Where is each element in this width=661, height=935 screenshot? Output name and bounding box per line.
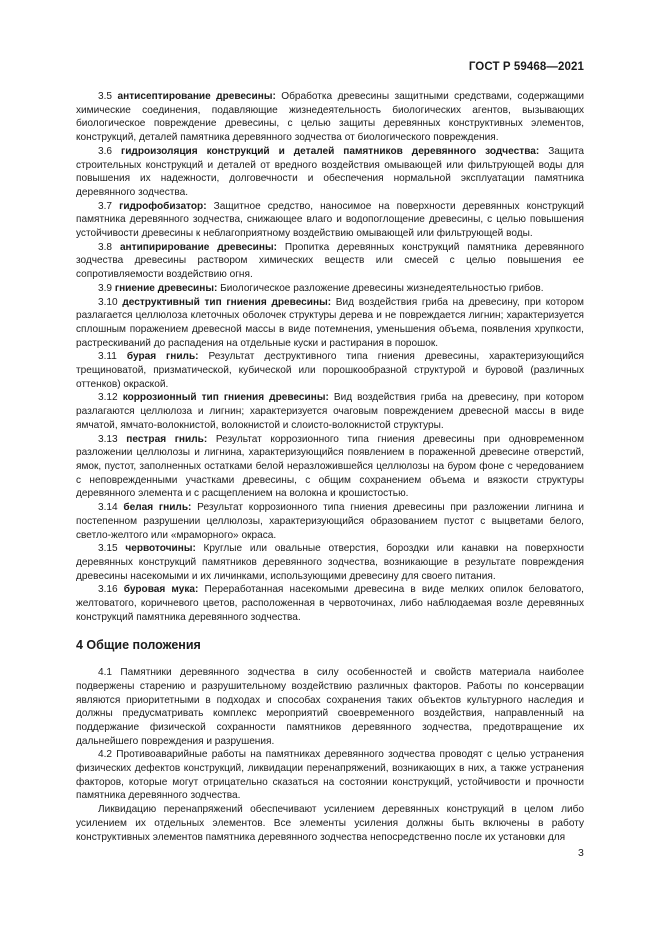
definition-text: Результат коррозионного типа гниения древесины при разложении лигнина и постепенном разрушении целлюлозы, характеризующийся образованием пустот с выцветами белого, светло-желтого или «мраморного» окраса.	[76, 502, 584, 541]
page-body	[76, 90, 584, 844]
definition-paragraph	[76, 145, 584, 200]
document-code: ГОСТ Р 59468—2021	[468, 61, 584, 73]
definition-number: 3.5	[98, 91, 113, 102]
definition-term: гидрофобизатор:	[119, 200, 207, 212]
definition-term: антипирирование древесины:	[119, 241, 277, 253]
definition-term: буровая мука:	[123, 584, 199, 596]
section-paragraph: Ликвидацию перенапряжений обеспечивают усилением деревянных конструкций в целом либо усилением их отдельных элементов. Все элементы усиления должны быть включены в работу конструктивных элементов памятника деревянного зодчества непосредственно после их установки для	[76, 804, 584, 843]
definition-paragraph	[76, 501, 584, 542]
definition-text: Результат коррозионного типа гниения древесины при одновременном разложении целлюлозы и лигнина, характеризующийся появлением в пораженной древесине отверстий, ямок, пустот, заполненных остатками белой неразложившейся целлюлозы на буром фоне с чередованием с неповрежденными участками древесины, с общим сохранением объема и вязкости структуры деревянного элемента и с расщеплением на волокна и крошистостью.	[76, 433, 585, 500]
definition-number: 3.6	[98, 145, 113, 157]
definition-text: Переработанная насекомыми древесина в виде мелких опилок беловатого, желтоватого, коричневого цветов, расположенная в червоточинах, либо наблюдаемая возле деревянных конструкций памятника деревянного зодчества.	[76, 584, 584, 623]
definition-number: 3.7	[98, 200, 113, 212]
definition-text: Вид воздействия гриба на древесину, при котором разлагается целлюлоза клеточных оболочек структуры дерева и не повреждается лигнин; характеризуется сплошным поражением древесной массы в виде потемнения, уменьшения объема, появления хрупкости, растрескиваний до распадения на отдельные куски и растирания в порошок.	[76, 296, 584, 349]
definition-paragraph	[76, 296, 584, 351]
definition-paragraph	[76, 542, 584, 583]
page-number: 3	[578, 847, 584, 859]
definition-term: бурая гниль:	[126, 351, 199, 363]
definition-paragraph	[76, 241, 584, 282]
section-title: 4 Общие положения	[76, 638, 201, 653]
definition-number: 3.10	[98, 296, 118, 308]
definition-text: Результат деструктивного типа гниения древесины, характеризующийся трещиноватой, призматической, кубической или порошкообразной структурой и буровой (различных оттенков) окраской.	[76, 351, 584, 390]
definition-paragraph	[76, 350, 584, 391]
definition-term: пестрая гниль:	[126, 433, 208, 445]
definition-number: 3.12	[98, 392, 118, 404]
definition-paragraph	[76, 391, 584, 432]
definition-text: Биологическое разложение древесины жизнедеятельностью грибов.	[220, 282, 544, 294]
definition-term: деструктивный тип гниения древесины:	[122, 296, 332, 308]
definition-text: Защитное средство, наносимое на поверхности деревянных конструкций памятника деревянного зодчества, снижающее влаго и водопоглощение древесины, с целью повышения устойчивости древесины к неблагоприятному воздействию омывающей или фильтрующей воды.	[76, 200, 585, 240]
definition-number: 3.11	[98, 351, 117, 363]
definition-term: червоточины:	[125, 543, 196, 555]
definition-number: 3.13	[98, 433, 118, 445]
section-paragraphs	[76, 666, 584, 844]
definition-text: Обработка древесины защитными средствами, содержащими химические соединения, подавляющие жизнедеятельность биологических агентов, вызывающих биологическое повреждение древесины, с целью защиты деревянных конструктивных элементов, конструкций, деталей памятника деревянного зодчества от биологического повреждения.	[76, 91, 584, 144]
definition-paragraph	[76, 583, 584, 624]
definitions-list	[76, 90, 584, 624]
definition-number: 3.9	[98, 282, 113, 294]
definition-text: Защита строительных конструкций и деталей от вредного воздействия омывающей или фильтрующей воды для повышения их надежности, долговечности и обеспечения нормальной эксплуатации памятника деревянного зодчества.	[76, 145, 584, 198]
definition-number: 3.16	[98, 584, 118, 596]
definition-text: Пропитка деревянных конструкций памятника деревянного зодчества древесины раствором химических веществ или смесей с целью повышения ее сопротивляемости воздействию огня.	[76, 241, 584, 281]
definition-paragraph	[76, 433, 584, 502]
definition-number: 3.14	[98, 502, 118, 514]
definition-text: Вид воздействия гриба на древесину, при котором разлагаются целлюлоза и лигнин; характеризуется очаговым повреждением древесной массы в виде ямчатой, ямчато-волокнистой, волокнистой и слоисто-волокнистой структуры.	[76, 392, 584, 431]
definition-text: Круглые или овальные отверстия, бороздки или канавки на поверхности деревянных конструкций памятников деревянного зодчества, возникающие в результате повреждения древесины насекомыми и их личинками, использующими древесину для своего питания.	[76, 543, 584, 582]
definition-term: коррозионный тип гниения древесины:	[122, 392, 329, 404]
definition-term: гниение древесины:	[114, 282, 218, 294]
section-paragraph: 4.1 Памятники деревянного зодчества в силу особенностей и свойств материала наиболее подвержены старению и разрушительному воздействию различных факторов. Работы по консервации являются приоритетными в подходах и способах сохранения таких объектов культурного наследия и должны предусматривать комплекс мероприятий своевременного воздействия, направленный на поддержание физической сохранности памятников деревянного зодчества, предотвращение их дальнейшего повреждения и разрушения.	[76, 667, 584, 747]
definition-term: гидроизоляция конструкций и деталей памятников деревянного зодчества:	[121, 145, 540, 157]
definition-term: антисептирование древесины:	[117, 91, 276, 102]
definition-number: 3.8	[98, 241, 113, 253]
definition-number: 3.15	[98, 543, 118, 555]
definition-paragraph	[76, 90, 584, 145]
definition-term: белая гниль:	[123, 502, 192, 514]
definition-paragraph	[76, 200, 584, 241]
section-paragraph: 4.2 Противоаварийные работы на памятниках деревянного зодчества проводят с целью устранения физических дефектов конструкций, ликвидации перенапряжений, возникающих в них, а также устранения факторов, которые могут отрицательно сказаться на состоянии конструкций, устойчивости и прочности памятника деревянного зодчества.	[76, 749, 584, 802]
definition-paragraph	[76, 282, 584, 296]
